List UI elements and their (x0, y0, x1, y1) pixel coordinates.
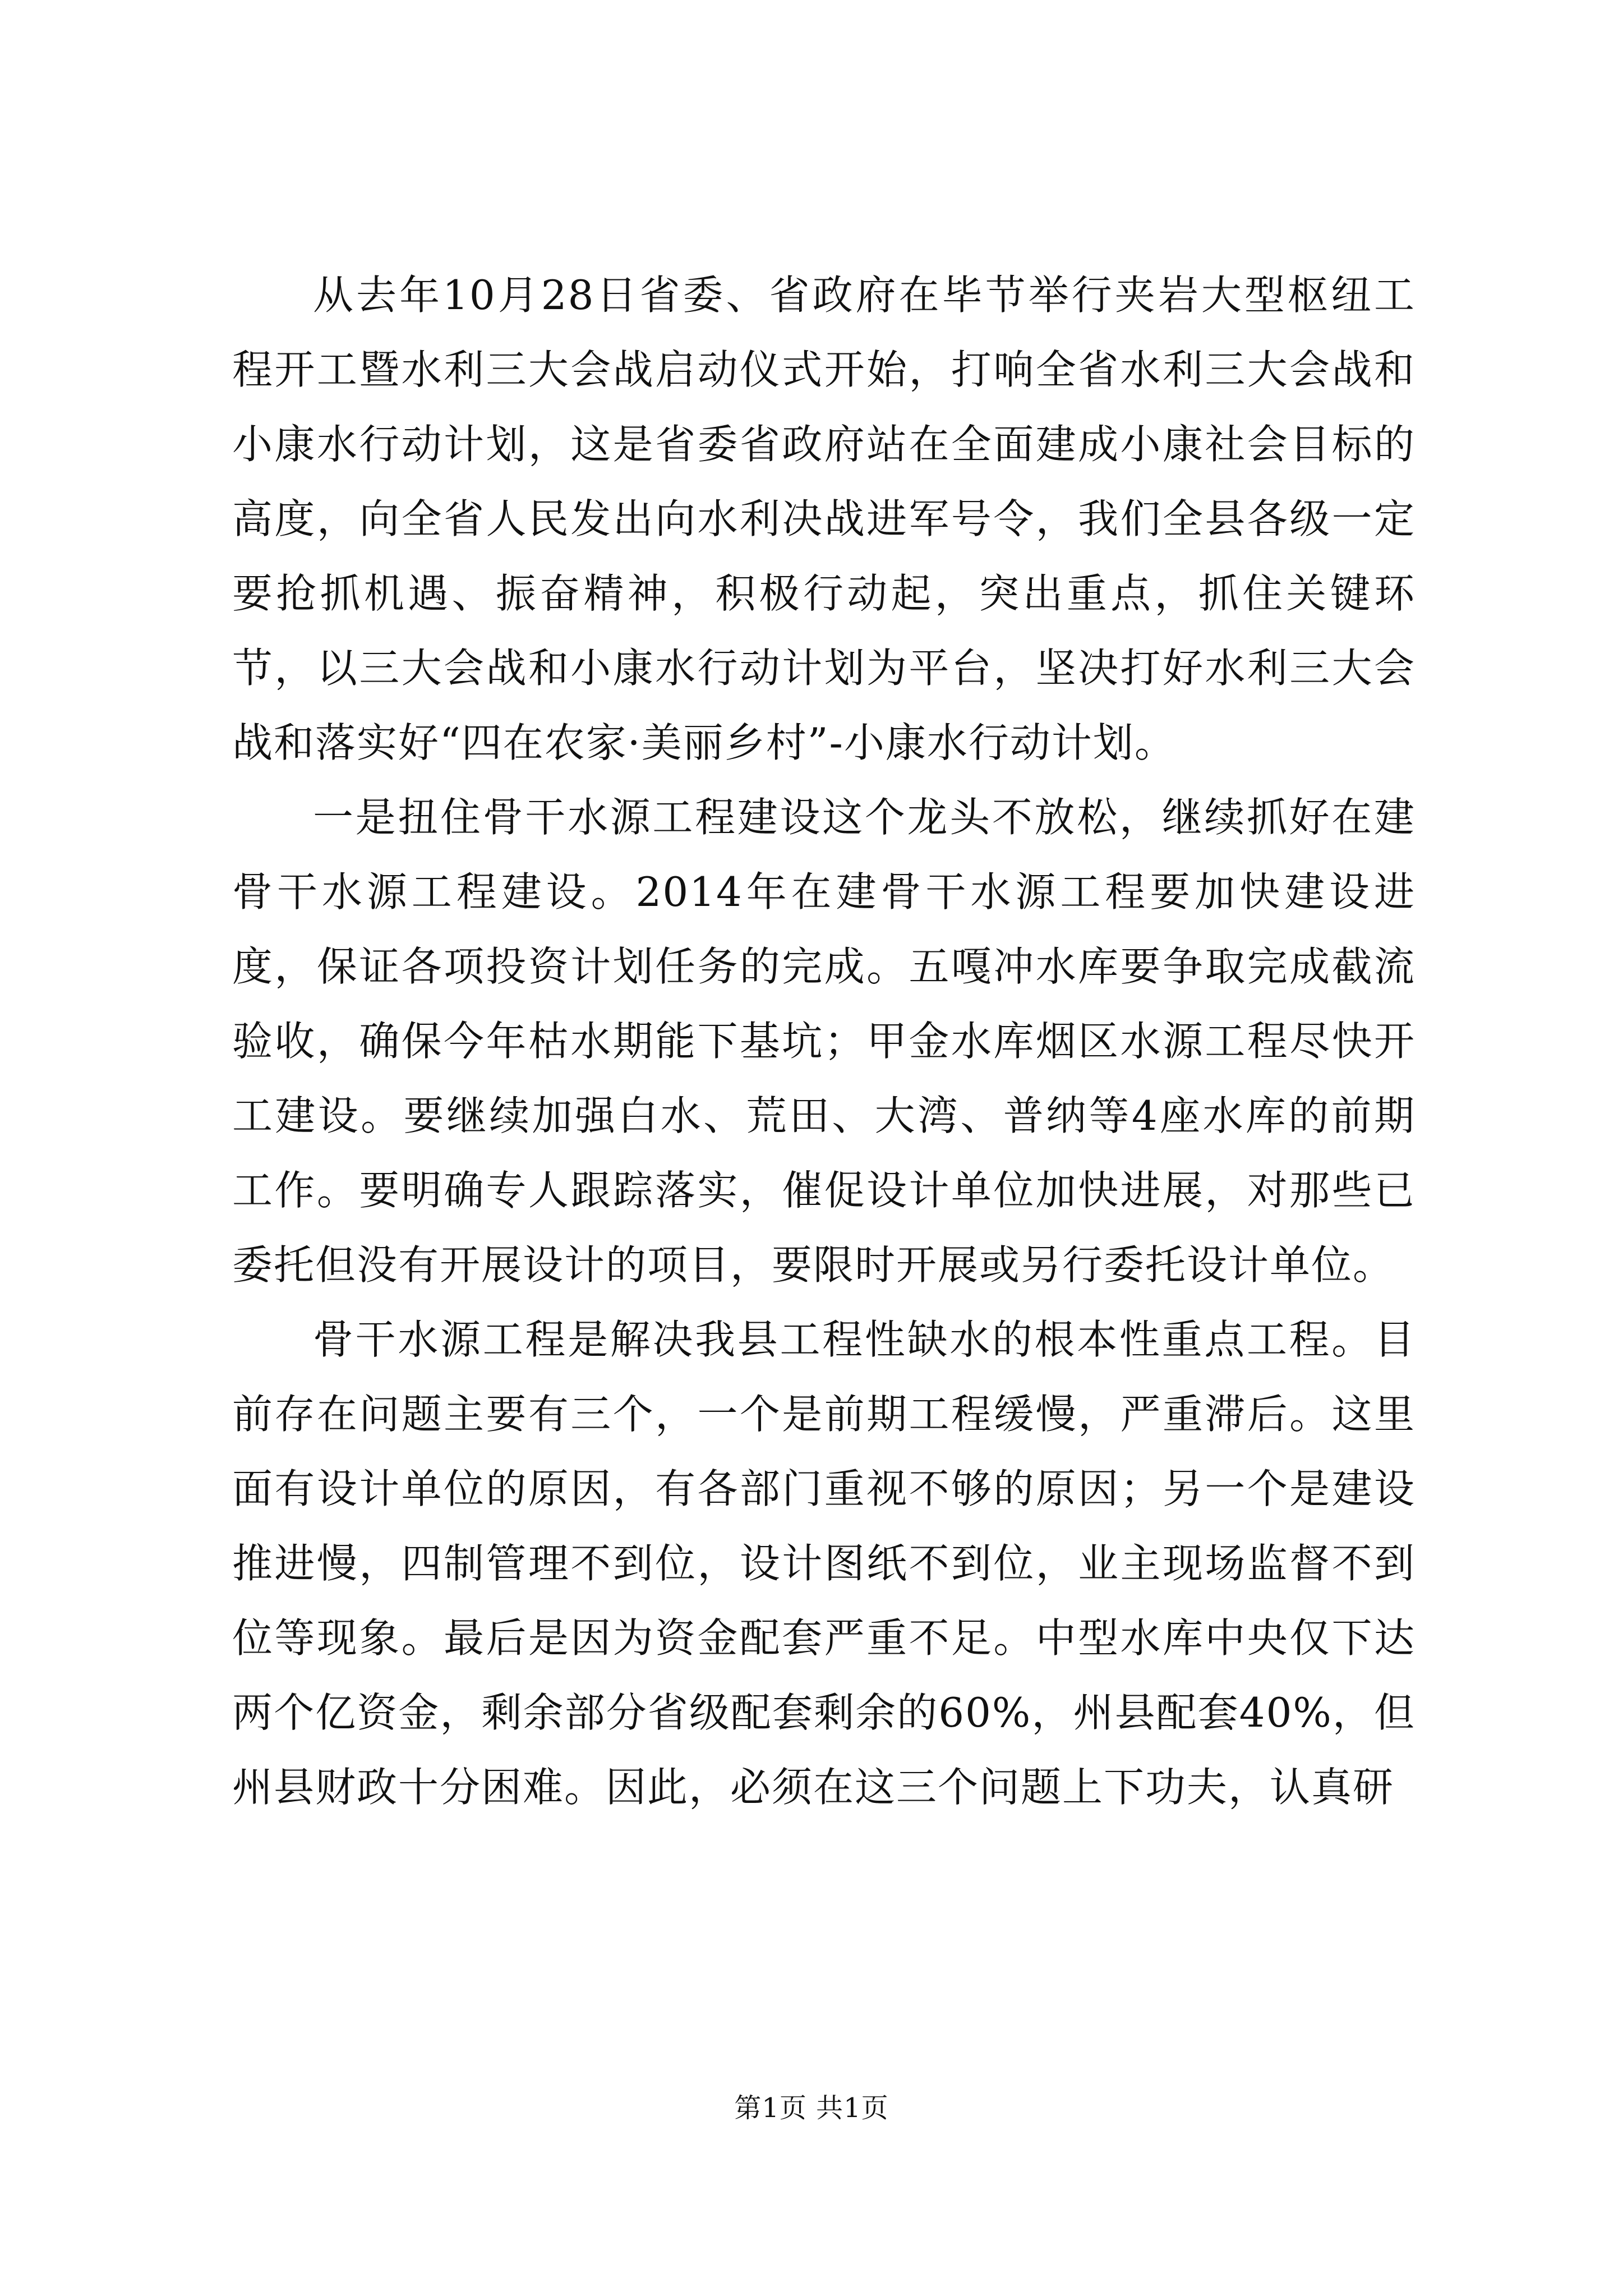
paragraph-2: 一是扭住骨干水源工程建设这个龙头不放松，继续抓好在建骨干水源工程建设。2014年在建骨干水源工程要加快建设进度，保证各项投资计划任务的完成。五嘎冲水库要争取完成截流验收，确保今年枯水期能下基坑；甲金水库烟区水源工程尽快开工建设。要继续加强白水、荒田、大湾、普纳等4座水库的前期工作。要明确专人跟踪落实，催促设计单位加快进展，对那些已委托但没有开展设计的项目，要限时开展或另行委托设计单位。 (232, 794, 1415, 1289)
paragraph-3: 骨干水源工程是解决我县工程性缺水的根本性重点工程。目前存在问题主要有三个，一个是前期工程缓慢，严重滞后。这里面有设计单位的原因，有各部门重视不够的原因；另一个是建设推进慢，四制管理不到位，设计图纸不到位，业主现场监督不到位等现象。最后是因为资金配套严重不足。中型水库中央仅下达两个亿资金，剩余部分省级配套剩余的60%，州县配套40%，但州县财政十分困难。因此，必须在这三个问题上下功夫，认真研 (232, 1316, 1415, 1811)
page-footer: 第1页 共1页 (734, 2092, 889, 2124)
document-body (232, 258, 1415, 1825)
paragraph-1: 从去年10月28日省委、省政府在毕节举行夹岩大型枢纽工程开工暨水利三大会战启动仪式开始，打响全省水利三大会战和小康水行动计划，这是省委省政府站在全面建成小康社会目标的高度，向全省人民发出向水利决战进军号令，我们全县各级一定要抢抓机遇、振奋精神，积极行动起，突出重点，抓住关键环节，以三大会战和小康水行动计划为平台，坚决打好水利三大会战和落实好“四在农家·美丽乡村”-小康水行动计划。 (232, 272, 1415, 766)
